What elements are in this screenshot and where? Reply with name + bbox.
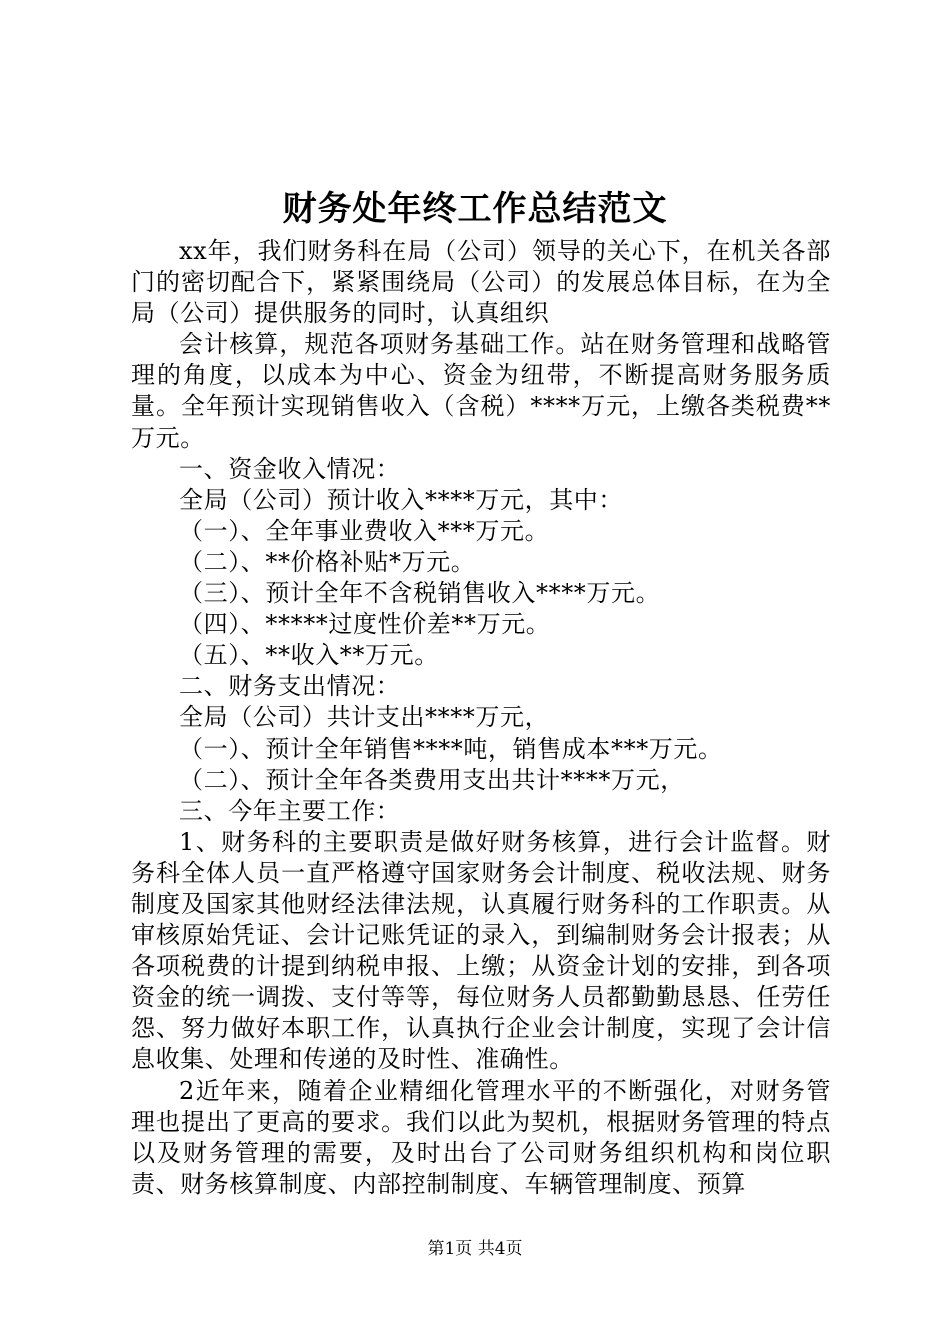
list-item: （五）、**收入**万元。	[179, 641, 439, 670]
document-body	[131, 236, 831, 1200]
document-title: 财务处年终工作总结范文	[282, 189, 668, 229]
section-heading: 二、财务支出情况：	[179, 672, 401, 701]
section-heading: 三、今年主要工作：	[179, 796, 401, 825]
list-item: （二）、**价格补贴*万元。	[179, 547, 476, 576]
list-item: （二）、预计全年各类费用支出共计****万元，	[179, 765, 685, 794]
paragraph: 2近年来，随着企业精细化管理水平的不断强化，对财务管理也提出了更高的要求。我们以此为契机，根据财务管理的特点以及财务管理的需要，及时出台了公司财务组织机构和岗位职责、财务核算制度、内部控制制度、车辆管理制度、预算	[131, 1076, 831, 1198]
list-item: （一）、全年事业费收入***万元。	[179, 516, 550, 545]
paragraph: 会计核算，规范各项财务基础工作。站在财务管理和战略管理的角度，以成本为中心、资金为纽带，不断提高财务服务质量。全年预计实现销售收入（含税）****万元，上缴各类税费**万元。	[131, 330, 831, 452]
text-line: 全局（公司）预计收入****万元，其中：	[179, 485, 623, 514]
paragraph: 1、财务科的主要职责是做好财务核算，进行会计监督。财务科全体人员一直严格遵守国家财务会计制度、税收法规、财务制度及国家其他财经法律法规，认真履行财务科的工作职责。从审核原始凭证、会计记账凭证的录入，到编制财务会计报表；从各项税费的计提到纳税申报、上缴；从资金计划的安排，到各项资金的统一调拨、支付等等，每位财务人员都勤勤恳恳、任劳任怨、努力做好本职工作，认真执行企业会计制度，实现了会计信息收集、处理和传递的及时性、准确性。	[131, 827, 831, 1074]
page-footer: 第1页 共4页	[427, 1239, 523, 1259]
list-item: （三）、预计全年不含税销售收入****万元。	[179, 579, 661, 608]
list-item: （一）、预计全年销售****吨，销售成本***万元。	[179, 734, 723, 763]
text-line: 全局（公司）共计支出****万元，	[179, 703, 550, 732]
section-heading: 一、资金收入情况：	[179, 454, 401, 483]
paragraph: xx年，我们财务科在局（公司）领导的关心下，在机关各部门的密切配合下，紧紧围绕局（公司）的发展总体目标，在为全局（公司）提供服务的同时，认真组织	[131, 237, 831, 328]
list-item: （四）、*****过度性价差**万元。	[179, 610, 551, 639]
